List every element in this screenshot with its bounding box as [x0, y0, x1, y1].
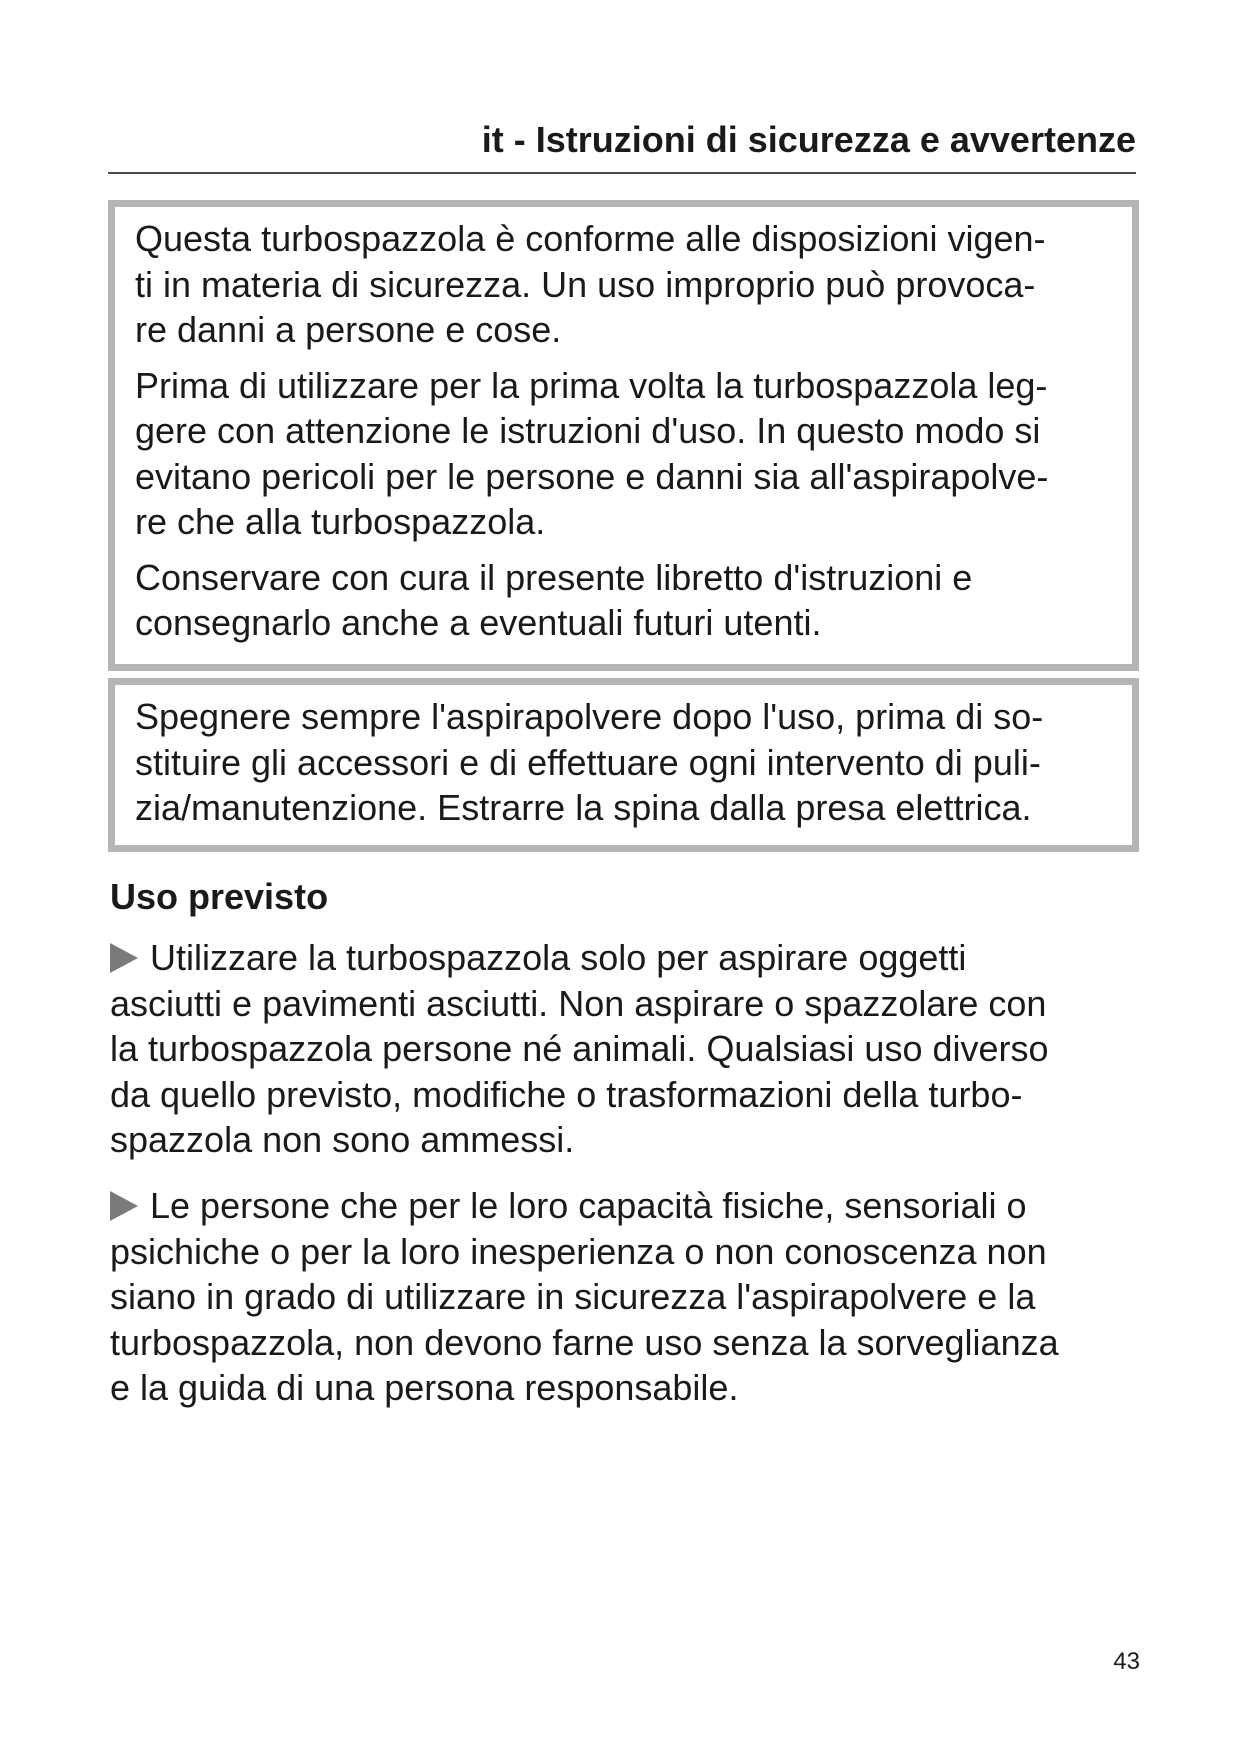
warning-paragraph — [135, 694, 1118, 831]
text-line: psichiche o per la loro inesperienza o non conoscenza non — [110, 1230, 1047, 1272]
text-line: ti in materia di sicurezza. Un uso improprio può provoca- — [135, 263, 1036, 305]
page-title: it - Istruzioni di sicurezza e avvertenze — [481, 119, 1136, 160]
text-line: Utilizzare la turbospazzola solo per aspirare oggetti — [150, 937, 967, 978]
text-line: Questa turbospazzola è conforme alle disposizioni vigen- — [135, 218, 1046, 259]
text-line: re che alla turbospazzola. — [135, 501, 546, 542]
safety-warning-box — [108, 200, 1139, 671]
text-line: da quello previsto, modifiche o trasformazioni della turbo- — [110, 1073, 1023, 1115]
text-line: re danni a persone e cose. — [135, 309, 562, 350]
text-line: Conservare con cura il presente libretto d'istruzioni e — [135, 556, 973, 598]
text-line: Spegnere sempre l'aspirapolvere dopo l'uso, prima di so- — [135, 696, 1044, 737]
bullet-first-line — [110, 1183, 1150, 1229]
text-line: asciutti e pavimenti asciutti. Non aspirare o spazzolare con — [110, 982, 1047, 1024]
power-off-warning-box — [108, 678, 1139, 852]
text-line: zia/manutenzione. Estrarre la spina dalla presa elettrica. — [135, 787, 1032, 828]
warning-paragraph — [135, 363, 1118, 545]
triangle-bullet-icon — [110, 943, 138, 973]
bullet-item — [110, 1183, 1150, 1411]
warning-paragraph — [135, 555, 1118, 646]
text-line: spazzola non sono ammessi. — [110, 1119, 575, 1160]
triangle-bullet-icon — [110, 1191, 138, 1221]
page-header — [108, 120, 1136, 174]
warning-paragraph — [135, 216, 1118, 353]
text-line: Prima di utilizzare per la prima volta la turbospazzola leg- — [135, 364, 1048, 406]
text-line: stituire gli accessori e di effettuare ogni intervento di puli- — [135, 741, 1041, 783]
text-line: la turbospazzola persone né animali. Qualsiasi uso diverso — [110, 1028, 1049, 1069]
text-line: e la guida di una persona responsabile. — [110, 1367, 739, 1408]
text-line: consegnarlo anche a eventuali futuri utenti. — [135, 602, 822, 643]
text-line: evitano pericoli per le persone e danni sia all'aspirapolve- — [135, 455, 1049, 497]
text-line: turbospazzola, non devono farne uso senza la sorveglianza — [110, 1321, 1059, 1363]
bullet-first-line — [110, 935, 1150, 981]
section-heading: Uso previsto — [110, 876, 329, 917]
page-number: 43 — [1113, 1648, 1140, 1675]
text-line: Le persone che per le loro capacità fisiche, sensoriali o — [150, 1185, 1027, 1226]
text-line: siano in grado di utilizzare in sicurezza l'aspirapolvere e la — [110, 1276, 1036, 1317]
text-line: gere con attenzione le istruzioni d'uso. In questo modo si — [135, 410, 1041, 451]
bullet-item — [110, 935, 1150, 1163]
